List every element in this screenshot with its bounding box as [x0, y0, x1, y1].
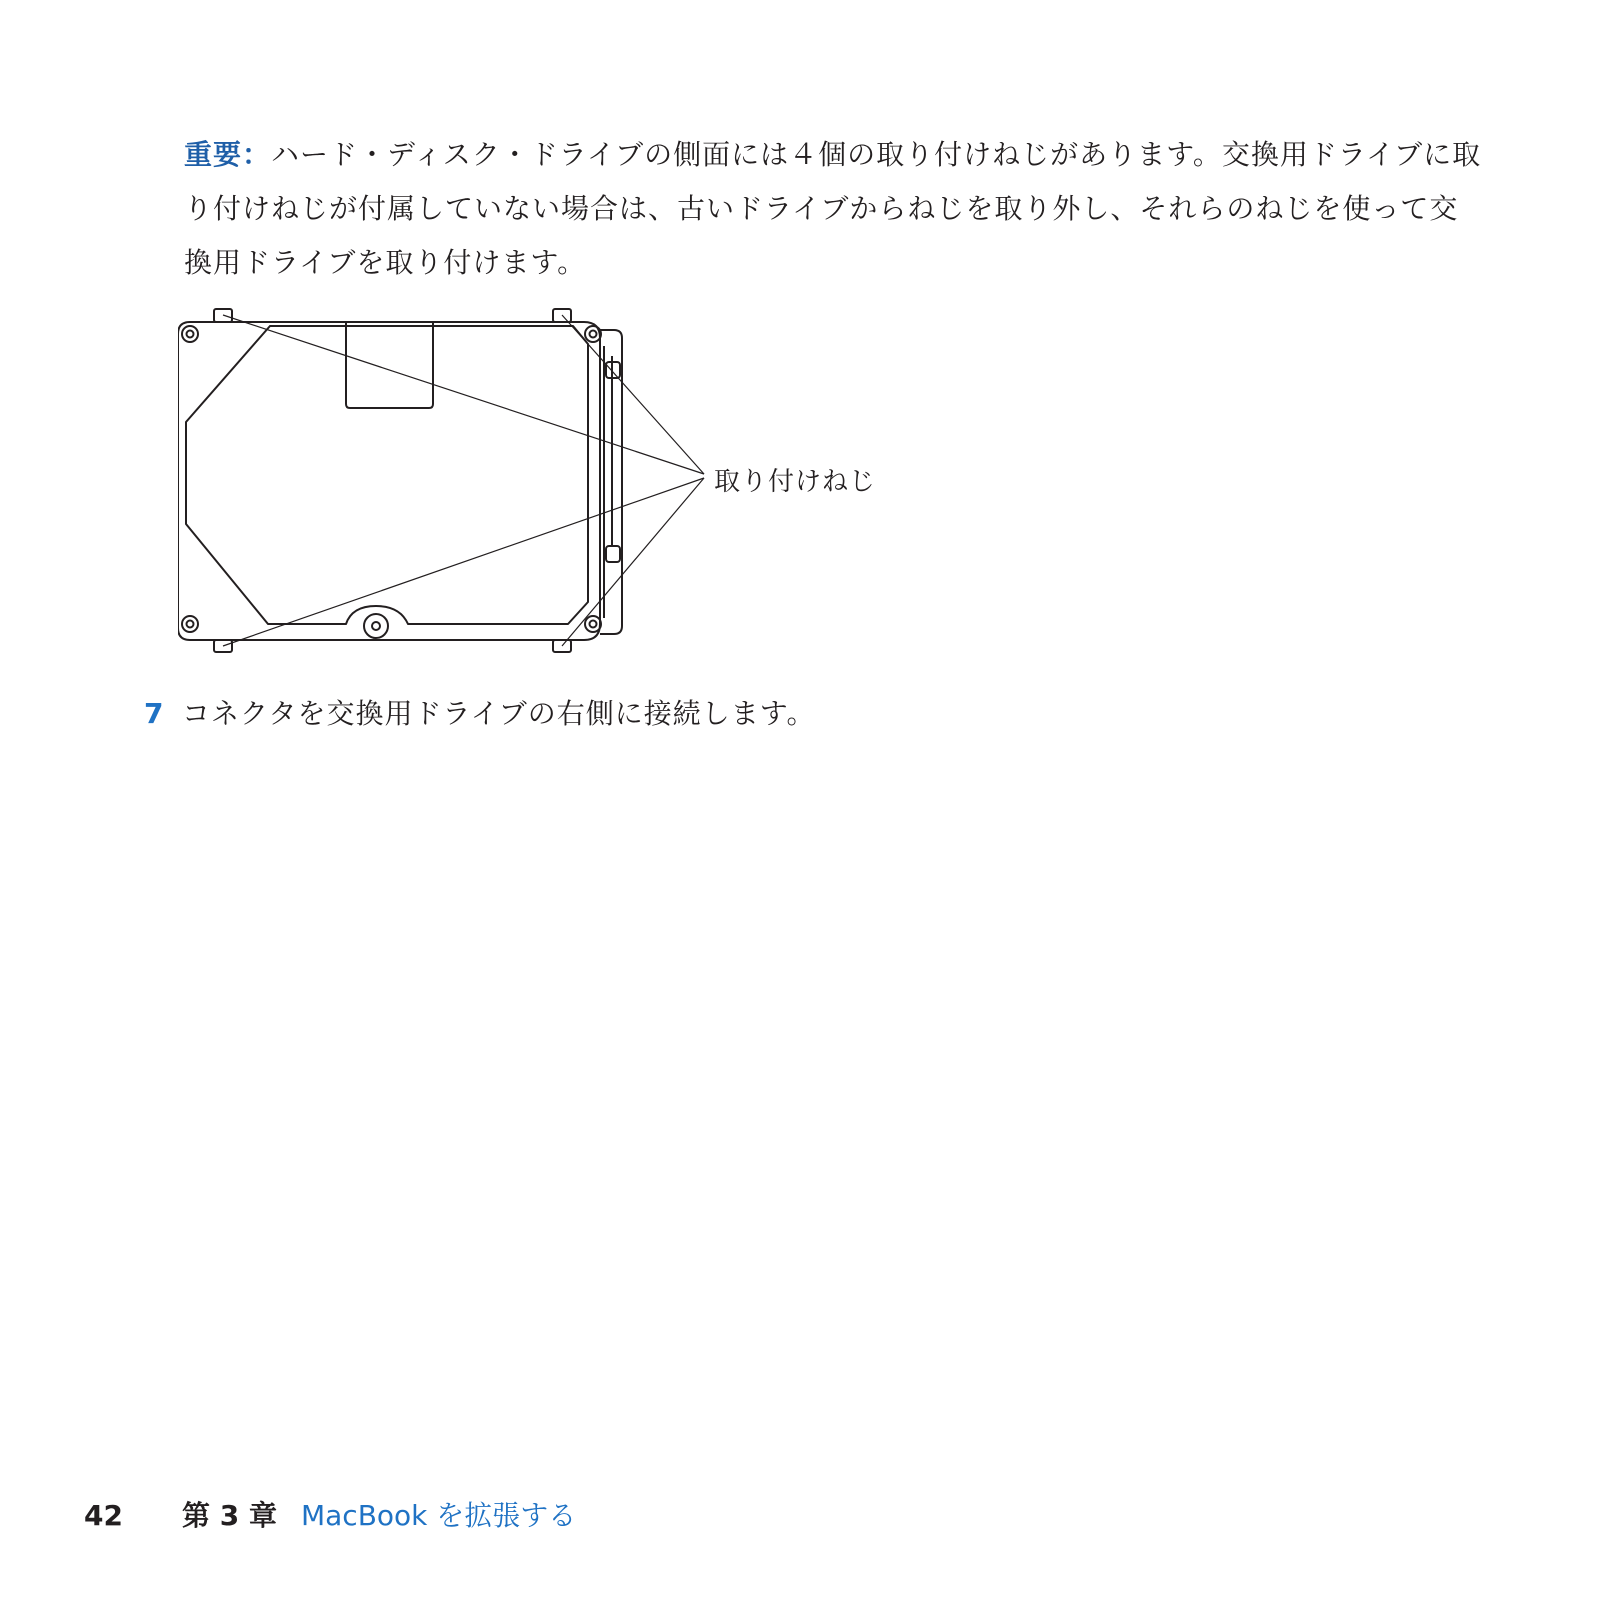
drive-label-area: [186, 326, 588, 624]
corner-screw-bottom-left: [182, 616, 198, 632]
corner-screw-top-right: [585, 326, 601, 342]
corner-screw-bottom-right: [585, 616, 601, 632]
bottom-center-screw: [364, 614, 388, 638]
step-number: 7: [144, 697, 165, 730]
page-number: 42: [84, 1499, 123, 1532]
step-text: コネクタを交換用ドライブの右側に接続します。: [182, 697, 816, 730]
chapter-title: MacBook を拡張する: [300, 1499, 577, 1532]
page-footer: [84, 1496, 576, 1536]
note-text: ハード・ディスク・ドライブの側面には４個の取り付けねじがあります。交換用ドライブに取り付けねじが付属していない場合は、古いドライブからねじを取り外し、それらのねじを使って交換用ドライブを取り付けます。: [184, 138, 1482, 279]
mounting-screws-callout: 取り付けねじ: [714, 467, 877, 497]
callout-leader-lines: [223, 315, 704, 646]
corner-screw-top-left: [182, 326, 198, 342]
important-note: [184, 128, 1484, 290]
note-label: 重要：: [184, 138, 272, 171]
drive-top-tab: [346, 322, 433, 408]
hard-drive-illustration: [178, 306, 898, 658]
chapter-label: 第 3 章: [182, 1499, 277, 1532]
step-7: [144, 694, 816, 734]
